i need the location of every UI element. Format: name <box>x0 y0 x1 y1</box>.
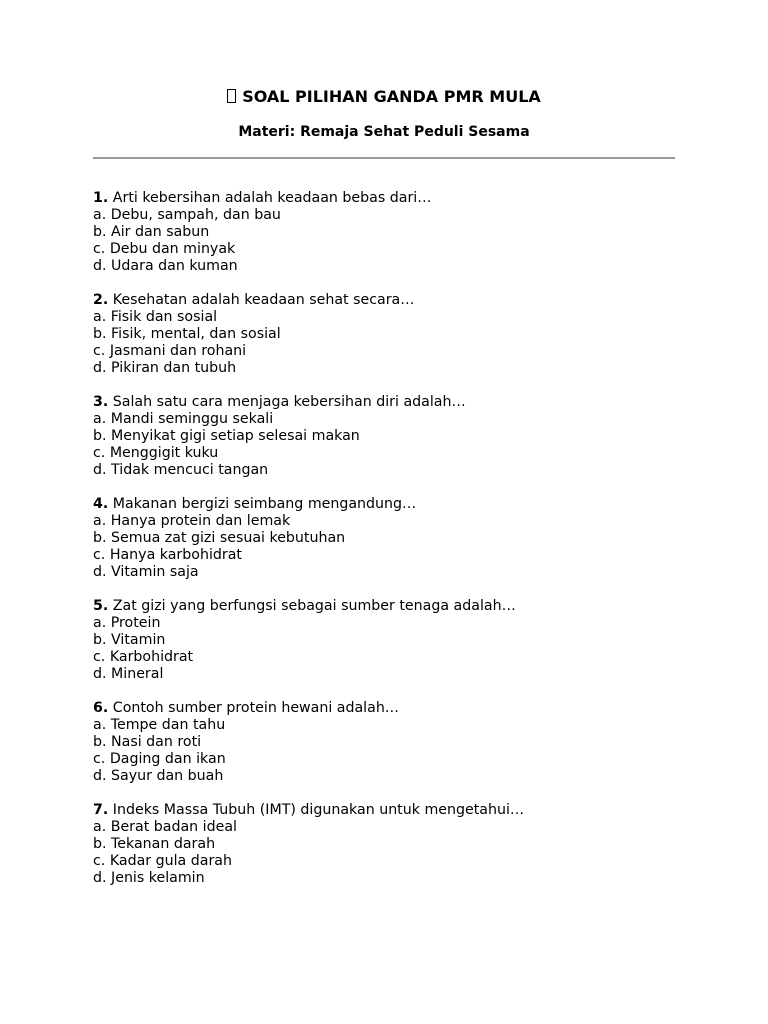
option-d: d. Udara dan kuman <box>93 258 238 274</box>
option-d: d. Mineral <box>93 666 164 682</box>
question-prompt: Contoh sumber protein hewani adalah… <box>112 700 399 716</box>
question-text <box>93 496 675 513</box>
option-b: b. Fisik, mental, dan sosial <box>93 326 281 342</box>
question-prompt: Zat gizi yang berfungsi sebagai sumber tenaga adalah… <box>112 598 516 614</box>
question-prompt: Arti kebersihan adalah keadaan bebas dari… <box>112 190 432 206</box>
question-4 <box>93 496 675 581</box>
title-text: SOAL PILIHAN GANDA PMR MULA <box>242 87 541 106</box>
option-b: b. Air dan sabun <box>93 224 210 240</box>
page-title <box>93 86 675 108</box>
option-b: b. Menyikat gigi setiap selesai makan <box>93 428 360 444</box>
option-c: c. Daging dan ikan <box>93 751 226 767</box>
question-text <box>93 292 675 309</box>
question-number: 5. <box>93 598 109 614</box>
option-b: b. Vitamin <box>93 632 166 648</box>
option-b: b. Tekanan darah <box>93 836 216 852</box>
question-1 <box>93 190 675 275</box>
question-text <box>93 700 675 717</box>
option-c: c. Debu dan minyak <box>93 241 236 257</box>
question-prompt: Kesehatan adalah keadaan sehat secara… <box>112 292 415 308</box>
question-number: 7. <box>93 802 109 818</box>
document-page <box>93 86 675 904</box>
option-a: a. Berat badan ideal <box>93 819 237 835</box>
question-text <box>93 802 675 819</box>
option-c: c. Karbohidrat <box>93 649 194 665</box>
option-c: c. Kadar gula darah <box>93 853 232 869</box>
option-a: a. Debu, sampah, dan bau <box>93 207 281 223</box>
question-7 <box>93 802 675 887</box>
option-a: a. Fisik dan sosial <box>93 309 218 325</box>
question-number: 2. <box>93 292 109 308</box>
document-glyph-icon <box>227 89 236 103</box>
option-c: c. Jasmani dan rohani <box>93 343 247 359</box>
question-text <box>93 190 675 207</box>
option-c: c. Hanya karbohidrat <box>93 547 242 563</box>
option-a: a. Tempe dan tahu <box>93 717 226 733</box>
page-subtitle: Materi: Remaja Sehat Peduli Sesama <box>238 124 530 140</box>
question-prompt: Salah satu cara menjaga kebersihan diri adalah… <box>112 394 466 410</box>
question-3 <box>93 394 675 479</box>
option-b: b. Nasi dan roti <box>93 734 202 750</box>
option-d: d. Sayur dan buah <box>93 768 224 784</box>
option-a: a. Mandi seminggu sekali <box>93 411 274 427</box>
option-d: d. Pikiran dan tubuh <box>93 360 237 376</box>
question-prompt: Indeks Massa Tubuh (IMT) digunakan untuk mengetahui… <box>112 802 525 818</box>
question-text <box>93 598 675 615</box>
divider <box>93 157 675 159</box>
option-c: c. Menggigit kuku <box>93 445 219 461</box>
question-5 <box>93 598 675 683</box>
question-list <box>93 190 675 887</box>
option-d: d. Tidak mencuci tangan <box>93 462 269 478</box>
option-d: d. Vitamin saja <box>93 564 199 580</box>
option-b: b. Semua zat gizi sesuai kebutuhan <box>93 530 346 546</box>
question-number: 4. <box>93 496 109 512</box>
question-number: 6. <box>93 700 109 716</box>
question-2 <box>93 292 675 377</box>
question-number: 3. <box>93 394 109 410</box>
question-number: 1. <box>93 190 109 206</box>
question-6 <box>93 700 675 785</box>
option-a: a. Hanya protein dan lemak <box>93 513 291 529</box>
option-a: a. Protein <box>93 615 161 631</box>
question-text <box>93 394 675 411</box>
option-d: d. Jenis kelamin <box>93 870 205 886</box>
question-prompt: Makanan bergizi seimbang mengandung… <box>112 496 417 512</box>
